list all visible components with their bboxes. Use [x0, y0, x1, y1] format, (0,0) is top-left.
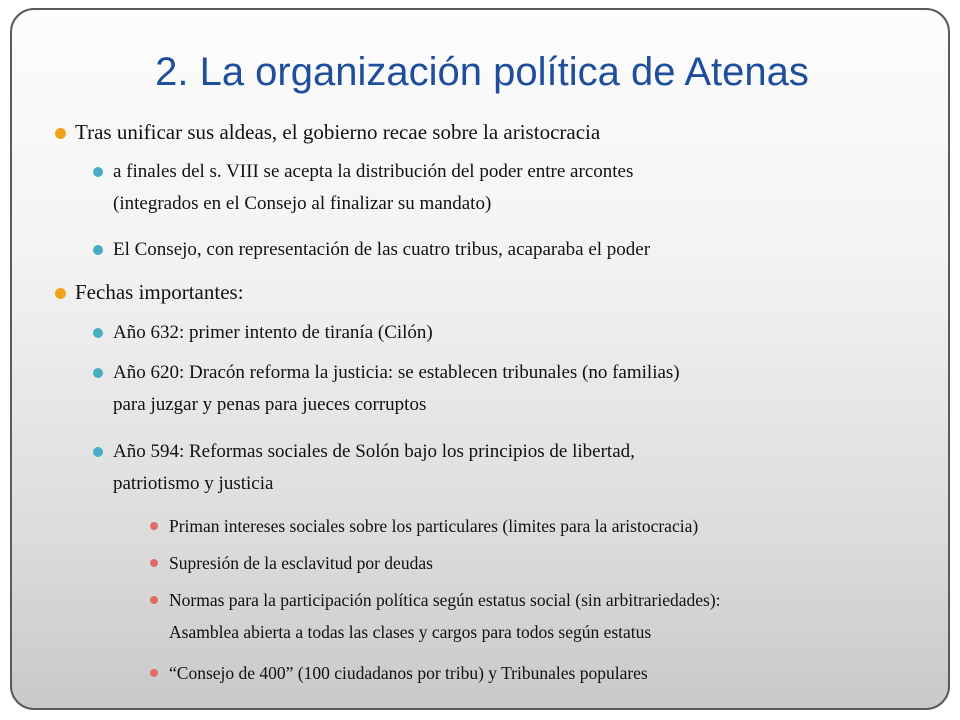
slide-title: 2. La organización política de Atenas [155, 50, 809, 94]
bullet-text: Priman intereses sociales sobre los particulares (limites para la aristocracia) [169, 516, 699, 536]
bullet-text: El Consejo, con representación de las cuatro tribus, acaparaba el poder [113, 239, 651, 260]
bullet-text: Tras unificar sus aldeas, el gobierno recae sobre la aristocracia [75, 120, 601, 144]
bullet-dot-icon [93, 447, 103, 457]
bullet-dot-icon [150, 669, 158, 677]
bullet-consejo [113, 234, 913, 266]
bullet-text-continued: para juzgar y penas para jueces corruptos [113, 394, 427, 415]
bullet-text: Fechas importantes: [75, 280, 244, 304]
bullet-dot-icon [93, 245, 103, 255]
bullet-text: Normas para la participación política según estatus social (sin arbitrariedades): [169, 590, 721, 610]
bullet-ano-632 [113, 317, 913, 349]
bullet-dot-icon [93, 368, 103, 378]
slide-content [12, 10, 950, 710]
bullet-ano-594 [113, 436, 913, 500]
bullet-text: Año 620: Dracón reforma la justicia: se establecen tribunales (no familias) [113, 362, 680, 383]
bullet-fechas [75, 276, 915, 308]
bullet-text: a finales del s. VIII se acepta la distribución del poder entre arcontes [113, 161, 634, 182]
bullet-dot-icon [150, 522, 158, 530]
bullet-text: Año 594: Reformas sociales de Solón bajo los principios de libertad, [113, 441, 635, 462]
bullet-consejo-400 [169, 657, 929, 689]
bullet-dot-icon [150, 596, 158, 604]
bullet-dot-icon [93, 328, 103, 338]
bullet-dot-icon [150, 559, 158, 567]
bullet-text-continued: (integrados en el Consejo al finalizar su mandato) [113, 193, 492, 214]
slide [10, 8, 950, 710]
bullet-text: Año 632: primer intento de tiranía (Cilón) [113, 322, 433, 343]
bullet-text: “Consejo de 400” (100 ciudadanos por tribu) y Tribunales populares [169, 663, 648, 683]
bullet-ano-620 [113, 357, 913, 421]
bullet-intereses-sociales [169, 510, 929, 542]
bullet-dot-icon [93, 167, 103, 177]
bullet-dot-icon [55, 128, 66, 139]
bullet-participacion-politica [169, 584, 929, 648]
bullet-text-continued: patriotismo y justicia [113, 473, 274, 494]
bullet-arcontes [113, 156, 913, 220]
bullet-esclavitud [169, 547, 929, 579]
bullet-dot-icon [55, 288, 66, 299]
bullet-text-continued: Asamblea abierta a todas las clases y cargos para todos según estatus [169, 622, 652, 642]
bullet-aristocracia [75, 116, 915, 148]
bullet-text: Supresión de la esclavitud por deudas [169, 553, 433, 573]
